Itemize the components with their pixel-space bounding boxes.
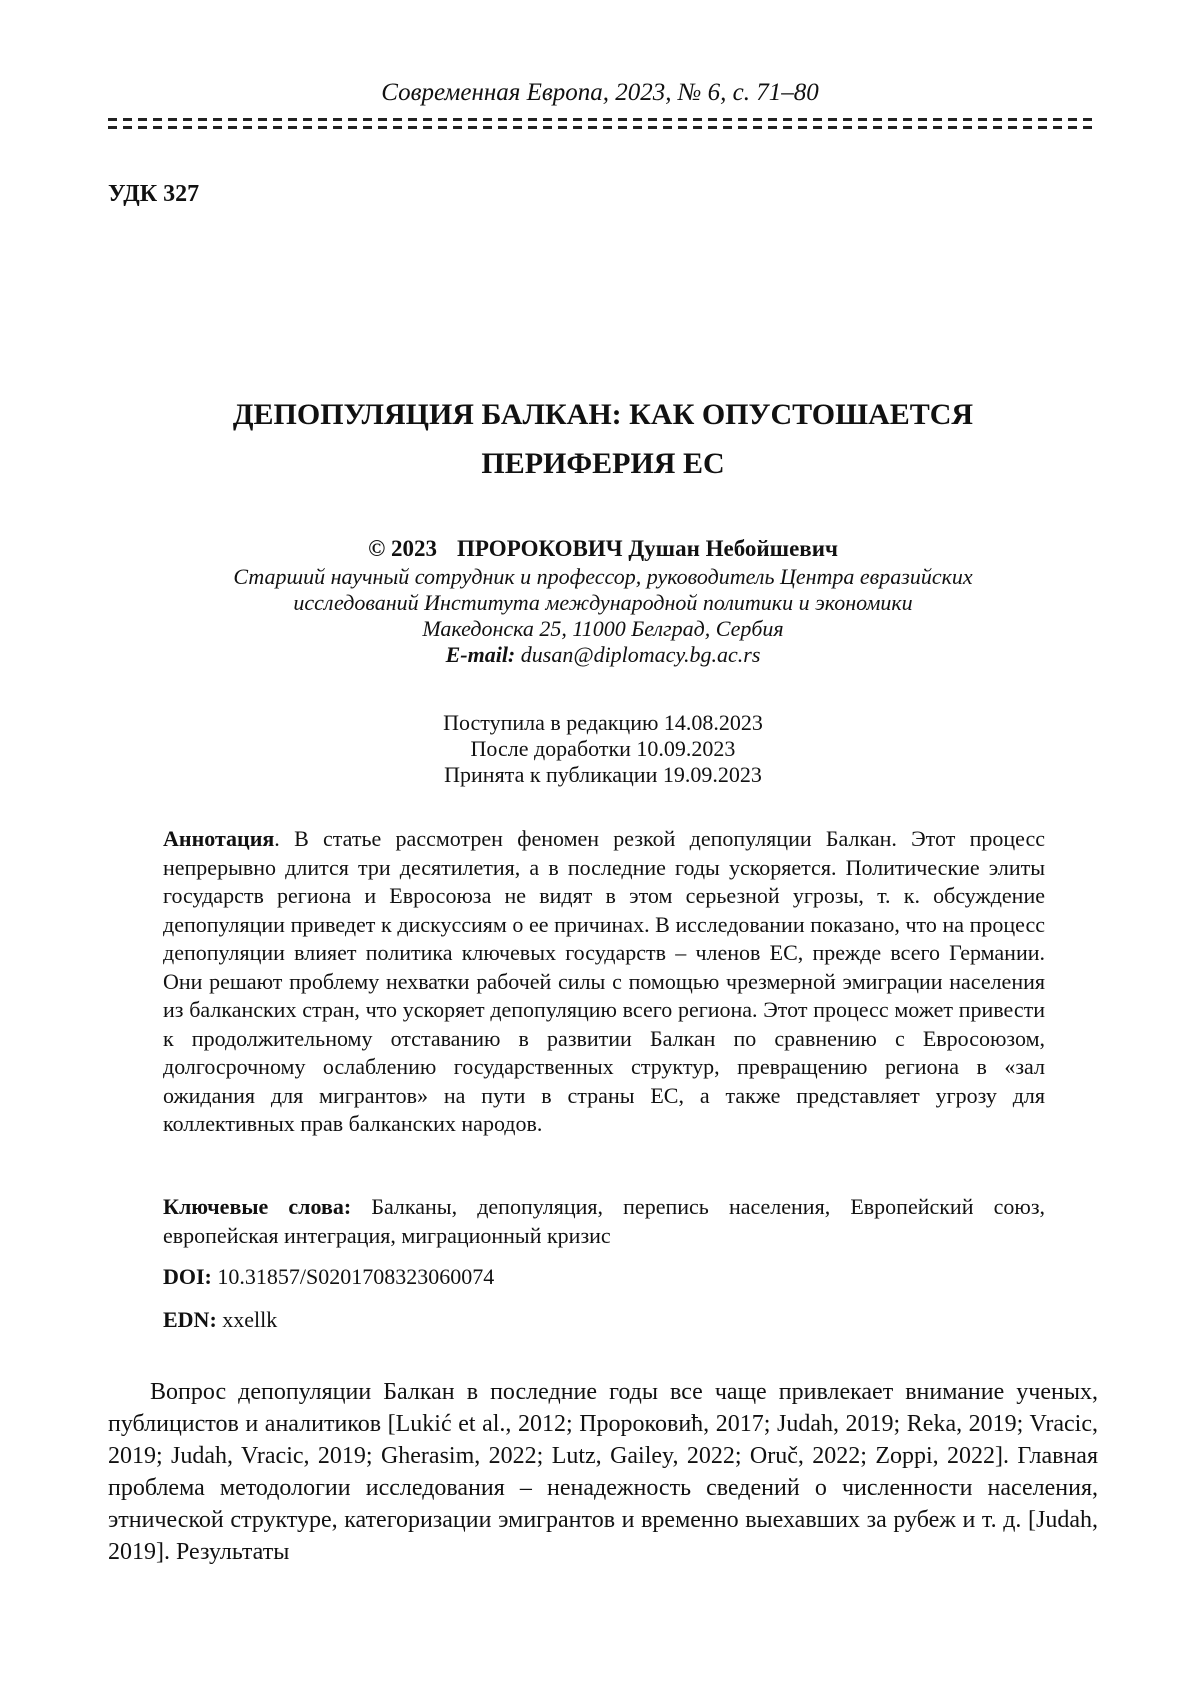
header-divider xyxy=(108,118,1098,130)
author-block xyxy=(108,534,1098,668)
running-header: Современная Европа, 2023, № 6, с. 71–80 xyxy=(381,79,819,106)
affiliation-line-2: исследований Института международной политики и экономики xyxy=(293,590,913,615)
keywords-text: Балканы, депопуляция, перепись населения, Европейский союз, европейская интеграция, миграционный кризис xyxy=(163,1194,1046,1248)
doi xyxy=(163,1263,494,1291)
date-received: Поступила в редакцию 14.08.2023 xyxy=(443,710,763,735)
copyright-year: © 2023 xyxy=(368,536,437,561)
edn-label: EDN: xyxy=(163,1307,217,1332)
article-title xyxy=(108,390,1098,488)
keywords-label: Ключевые слова: xyxy=(163,1194,352,1219)
doi-value[interactable]: 10.31857/S0201708323060074 xyxy=(211,1264,495,1289)
author-address: Македонска 25, 11000 Белград, Сербия xyxy=(422,616,784,641)
affiliation-line-1: Старший научный сотрудник и профессор, руководитель Центра евразийских xyxy=(233,564,973,589)
keywords xyxy=(163,1193,1045,1250)
title-line-2: ПЕРИФЕРИЯ ЕС xyxy=(481,447,725,480)
email-link[interactable]: dusan@diplomacy.bg.ac.rs xyxy=(520,642,761,667)
email-label: E-mail: xyxy=(445,642,516,667)
edn-value: xxellk xyxy=(216,1307,278,1332)
submission-dates xyxy=(108,710,1098,788)
doi-label: DOI: xyxy=(163,1264,212,1289)
edn xyxy=(163,1306,277,1334)
body-paragraph: Вопрос депопуляции Балкан в последние годы все чаще привлекает внимание ученых, публицистов и аналитиков [Lukić et al., 2012; Пророковић, 2017; Judah, 2019; Reka, 2019; Vracic, 2019; Judah, Vracic, 2019; Gherasim, 2022; Lutz, Gailey, 2022; Oruč, 2022; Zoppi, 2022]. Главная проблема методологии исследования – ненадежность сведений о численности населения, этнической структуре, категоризации эмигрантов и временно выехавших за рубеж и т. д. [Judah, 2019]. Результаты xyxy=(108,1379,1098,1565)
author-email xyxy=(108,642,1098,668)
date-accepted: Принята к публикации 19.09.2023 xyxy=(444,762,762,787)
abstract-text: . В статье рассмотрен феномен резкой депопуляции Балкан. Этот процесс непрерывно длится три десятилетия, а в последние годы ускоряется. Политические элиты государств региона и Евросоюза не видят в этом серьезной угрозы, т. к. обсуждение депопуляции приведет к дискуссиям о ее причинах. В исследовании показано, что на процесс депопуляции влияет политика ключевых государств – членов ЕС, прежде всего Германии. Они решают проблему нехватки рабочей силы с помощью чрезмерной эмиграции населения из балканских стран, что ускоряет депопуляцию всего региона. Этот процесс может привести к продолжительному отставанию в развитии Балкан по сравнению с Евросоюзом, долгосрочному ослаблению государственных структур, превращению региона в «зал ожидания для мигрантов» на пути в страны ЕС, а также представляет угрозу для коллективных прав балканских народов. xyxy=(163,826,1045,1136)
date-revised: После доработки 10.09.2023 xyxy=(470,736,736,761)
author-line xyxy=(108,534,1098,564)
abstract-label: Аннотация xyxy=(163,826,275,851)
author-name: ПРОРОКОВИЧ Душан Небойшевич xyxy=(457,536,838,561)
abstract xyxy=(163,825,1045,1139)
title-line-1: ДЕПОПУЛЯЦИЯ БАЛКАН: КАК ОПУСТОШАЕТСЯ xyxy=(232,398,974,431)
udc-code: УДК 327 xyxy=(108,181,200,207)
